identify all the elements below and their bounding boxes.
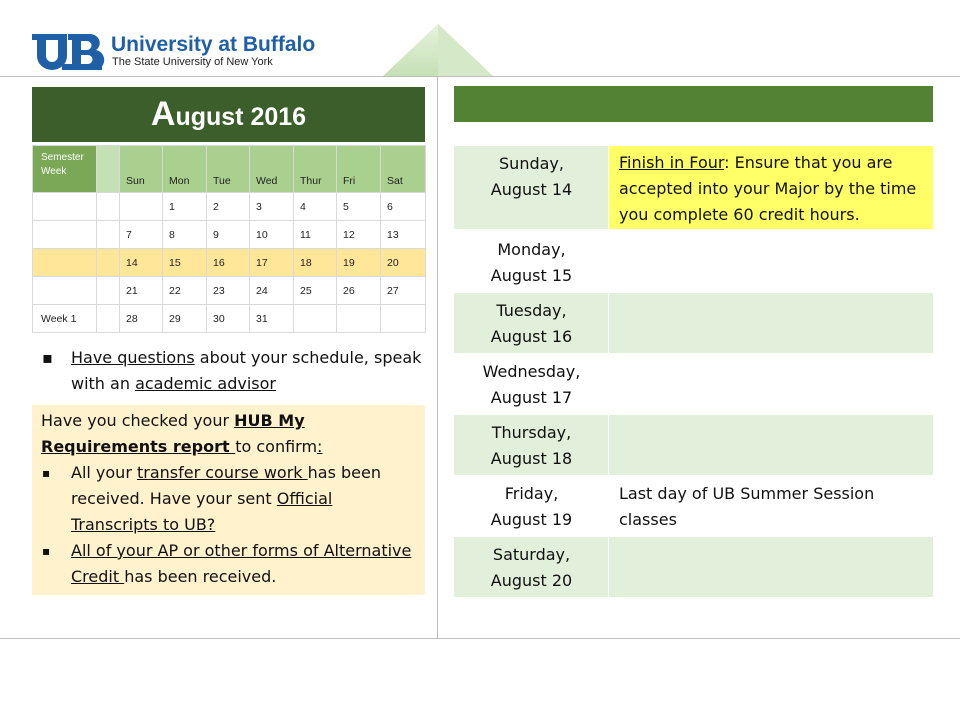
advisor-note <box>42 345 432 397</box>
week-label <box>33 221 97 249</box>
advisor-note-text: about your schedule, speak with an <box>71 348 422 393</box>
schedule-row-wednesday <box>454 354 933 414</box>
checklist-text: has been received. <box>124 567 277 586</box>
day-date: August 19 <box>490 510 573 529</box>
date-cell: 29 <box>163 305 207 333</box>
event-cell <box>609 537 933 597</box>
week-spacer <box>97 277 120 305</box>
hub-note-confirm: to confirm <box>235 437 318 456</box>
hub-note-intro: Have you checked your <box>41 411 235 430</box>
event-cell <box>609 293 933 353</box>
checklist-text: All your <box>71 463 137 482</box>
event-cell <box>609 415 933 475</box>
schedule-row-monday <box>454 232 933 292</box>
date-cell: 26 <box>337 277 381 305</box>
day-name: Sunday, <box>499 154 564 173</box>
date-cell: 2 <box>207 193 250 221</box>
date-cell <box>337 305 381 333</box>
day-cell <box>454 146 609 229</box>
event-text <box>609 293 933 297</box>
day-date: August 17 <box>490 388 573 407</box>
calendar-header-spacer <box>97 146 120 193</box>
ub-monogram-icon <box>32 32 106 70</box>
date-cell: 17 <box>250 249 294 277</box>
day-date: August 18 <box>490 449 573 468</box>
semester-week-header: Semester Week <box>33 146 97 193</box>
date-cell: 20 <box>381 249 426 277</box>
day-name: Tuesday, <box>496 301 567 320</box>
calendar-title-rest: ugust 2016 <box>175 103 307 131</box>
event-cell <box>609 476 933 536</box>
event-text <box>609 354 933 358</box>
event-text: Last day of UB Summer Session classes <box>619 484 875 529</box>
date-cell: 12 <box>337 221 381 249</box>
date-cell: 19 <box>337 249 381 277</box>
ub-logo <box>32 32 352 72</box>
date-cell: 1 <box>163 193 207 221</box>
schedule-row-friday <box>454 476 933 536</box>
day-name: Thursday, <box>491 423 572 442</box>
alternative-credit-link[interactable]: All of your AP or other forms of Alternative Credit <box>71 541 412 586</box>
academic-advisor-link[interactable]: academic advisor <box>135 374 276 393</box>
day-date: August 14 <box>490 180 573 199</box>
week-spacer <box>97 193 120 221</box>
calendar-header-row <box>33 146 426 193</box>
hub-note-colon: : <box>317 437 323 456</box>
day-name: Monday, <box>497 240 566 259</box>
date-cell: 10 <box>250 221 294 249</box>
calendar-week-row <box>33 305 426 333</box>
day-header: Mon <box>163 146 207 193</box>
date-cell: 24 <box>250 277 294 305</box>
finish-in-four-link[interactable]: Finish in Four <box>619 153 725 172</box>
event-text <box>609 415 933 419</box>
bullet-icon: ▪ <box>42 348 53 367</box>
day-cell <box>454 415 609 475</box>
event-text: : Ensure that you are accepted into your Major by the time you complete 60 credit hours. <box>619 153 917 224</box>
list-item <box>41 538 421 590</box>
day-header: Sun <box>120 146 163 193</box>
schedule-header-bar <box>454 86 933 122</box>
decorative-triangle <box>380 22 496 77</box>
day-name: Saturday, <box>492 545 571 564</box>
date-cell: 31 <box>250 305 294 333</box>
week-label <box>33 193 97 221</box>
event-text <box>609 232 933 236</box>
date-cell: 28 <box>120 305 163 333</box>
date-cell: 18 <box>294 249 337 277</box>
day-date: August 20 <box>490 571 573 590</box>
date-cell: 3 <box>250 193 294 221</box>
schedule-row-thursday <box>454 415 933 475</box>
official-transcripts-link[interactable]: Official Transcripts to UB? <box>71 489 333 534</box>
schedule-row-sunday <box>454 146 933 229</box>
date-cell: 4 <box>294 193 337 221</box>
date-cell: 15 <box>163 249 207 277</box>
date-cell: 9 <box>207 221 250 249</box>
day-header: Thur <box>294 146 337 193</box>
date-cell: 8 <box>163 221 207 249</box>
day-cell <box>454 476 609 536</box>
bullet-icon: ▪ <box>42 466 51 480</box>
week-spacer <box>97 305 120 333</box>
week-label: Week 1 <box>33 305 97 333</box>
have-questions-link[interactable]: Have questions <box>71 348 195 367</box>
footer-divider <box>0 638 960 639</box>
calendar-title-initial: A <box>150 95 176 133</box>
date-cell <box>120 193 163 221</box>
date-cell: 30 <box>207 305 250 333</box>
bullet-icon: ▪ <box>42 544 51 558</box>
week-spacer <box>97 221 120 249</box>
date-cell: 6 <box>381 193 426 221</box>
hub-requirements-note <box>32 405 425 595</box>
date-cell: 7 <box>120 221 163 249</box>
date-cell: 27 <box>381 277 426 305</box>
date-cell: 25 <box>294 277 337 305</box>
day-name: Wednesday, <box>482 362 581 381</box>
week-label <box>33 277 97 305</box>
transfer-course-work-link[interactable]: transfer course work <box>136 463 308 482</box>
schedule-row-saturday <box>454 537 933 597</box>
calendar-week-row-highlighted <box>33 249 426 277</box>
day-header: Fri <box>337 146 381 193</box>
day-cell <box>454 232 609 292</box>
day-header: Tue <box>207 146 250 193</box>
date-cell <box>381 305 426 333</box>
week-spacer <box>97 249 120 277</box>
event-cell <box>609 146 933 229</box>
month-calendar <box>32 145 426 333</box>
calendar-week-row <box>33 221 426 249</box>
date-cell <box>294 305 337 333</box>
event-cell <box>609 354 933 414</box>
university-subtitle: The State University of New York <box>112 56 273 68</box>
event-text <box>609 537 933 541</box>
hub-requirements-link[interactable]: HUB My Requirements report <box>41 411 305 456</box>
date-cell: 5 <box>337 193 381 221</box>
schedule-row-tuesday <box>454 293 933 353</box>
date-cell: 13 <box>381 221 426 249</box>
day-date: August 16 <box>490 327 573 346</box>
university-name: University at Buffalo <box>111 33 316 56</box>
date-cell: 16 <box>207 249 250 277</box>
date-cell: 14 <box>120 249 163 277</box>
day-name: Friday, <box>504 484 559 503</box>
checklist-text: has been received. Have your sent <box>71 463 381 508</box>
day-header: Sat <box>381 146 426 193</box>
date-cell: 22 <box>163 277 207 305</box>
day-cell <box>454 537 609 597</box>
event-cell <box>609 232 933 292</box>
date-cell: 23 <box>207 277 250 305</box>
day-date: August 15 <box>490 266 573 285</box>
date-cell: 11 <box>294 221 337 249</box>
calendar-week-row <box>33 277 426 305</box>
header-divider <box>0 76 960 77</box>
week-label <box>33 249 97 277</box>
day-cell <box>454 293 609 353</box>
date-cell: 21 <box>120 277 163 305</box>
column-divider <box>437 76 438 638</box>
calendar-title <box>32 87 425 142</box>
hub-checklist <box>41 460 421 590</box>
calendar-week-row <box>33 193 426 221</box>
day-cell <box>454 354 609 414</box>
day-header: Wed <box>250 146 294 193</box>
list-item <box>41 460 421 538</box>
